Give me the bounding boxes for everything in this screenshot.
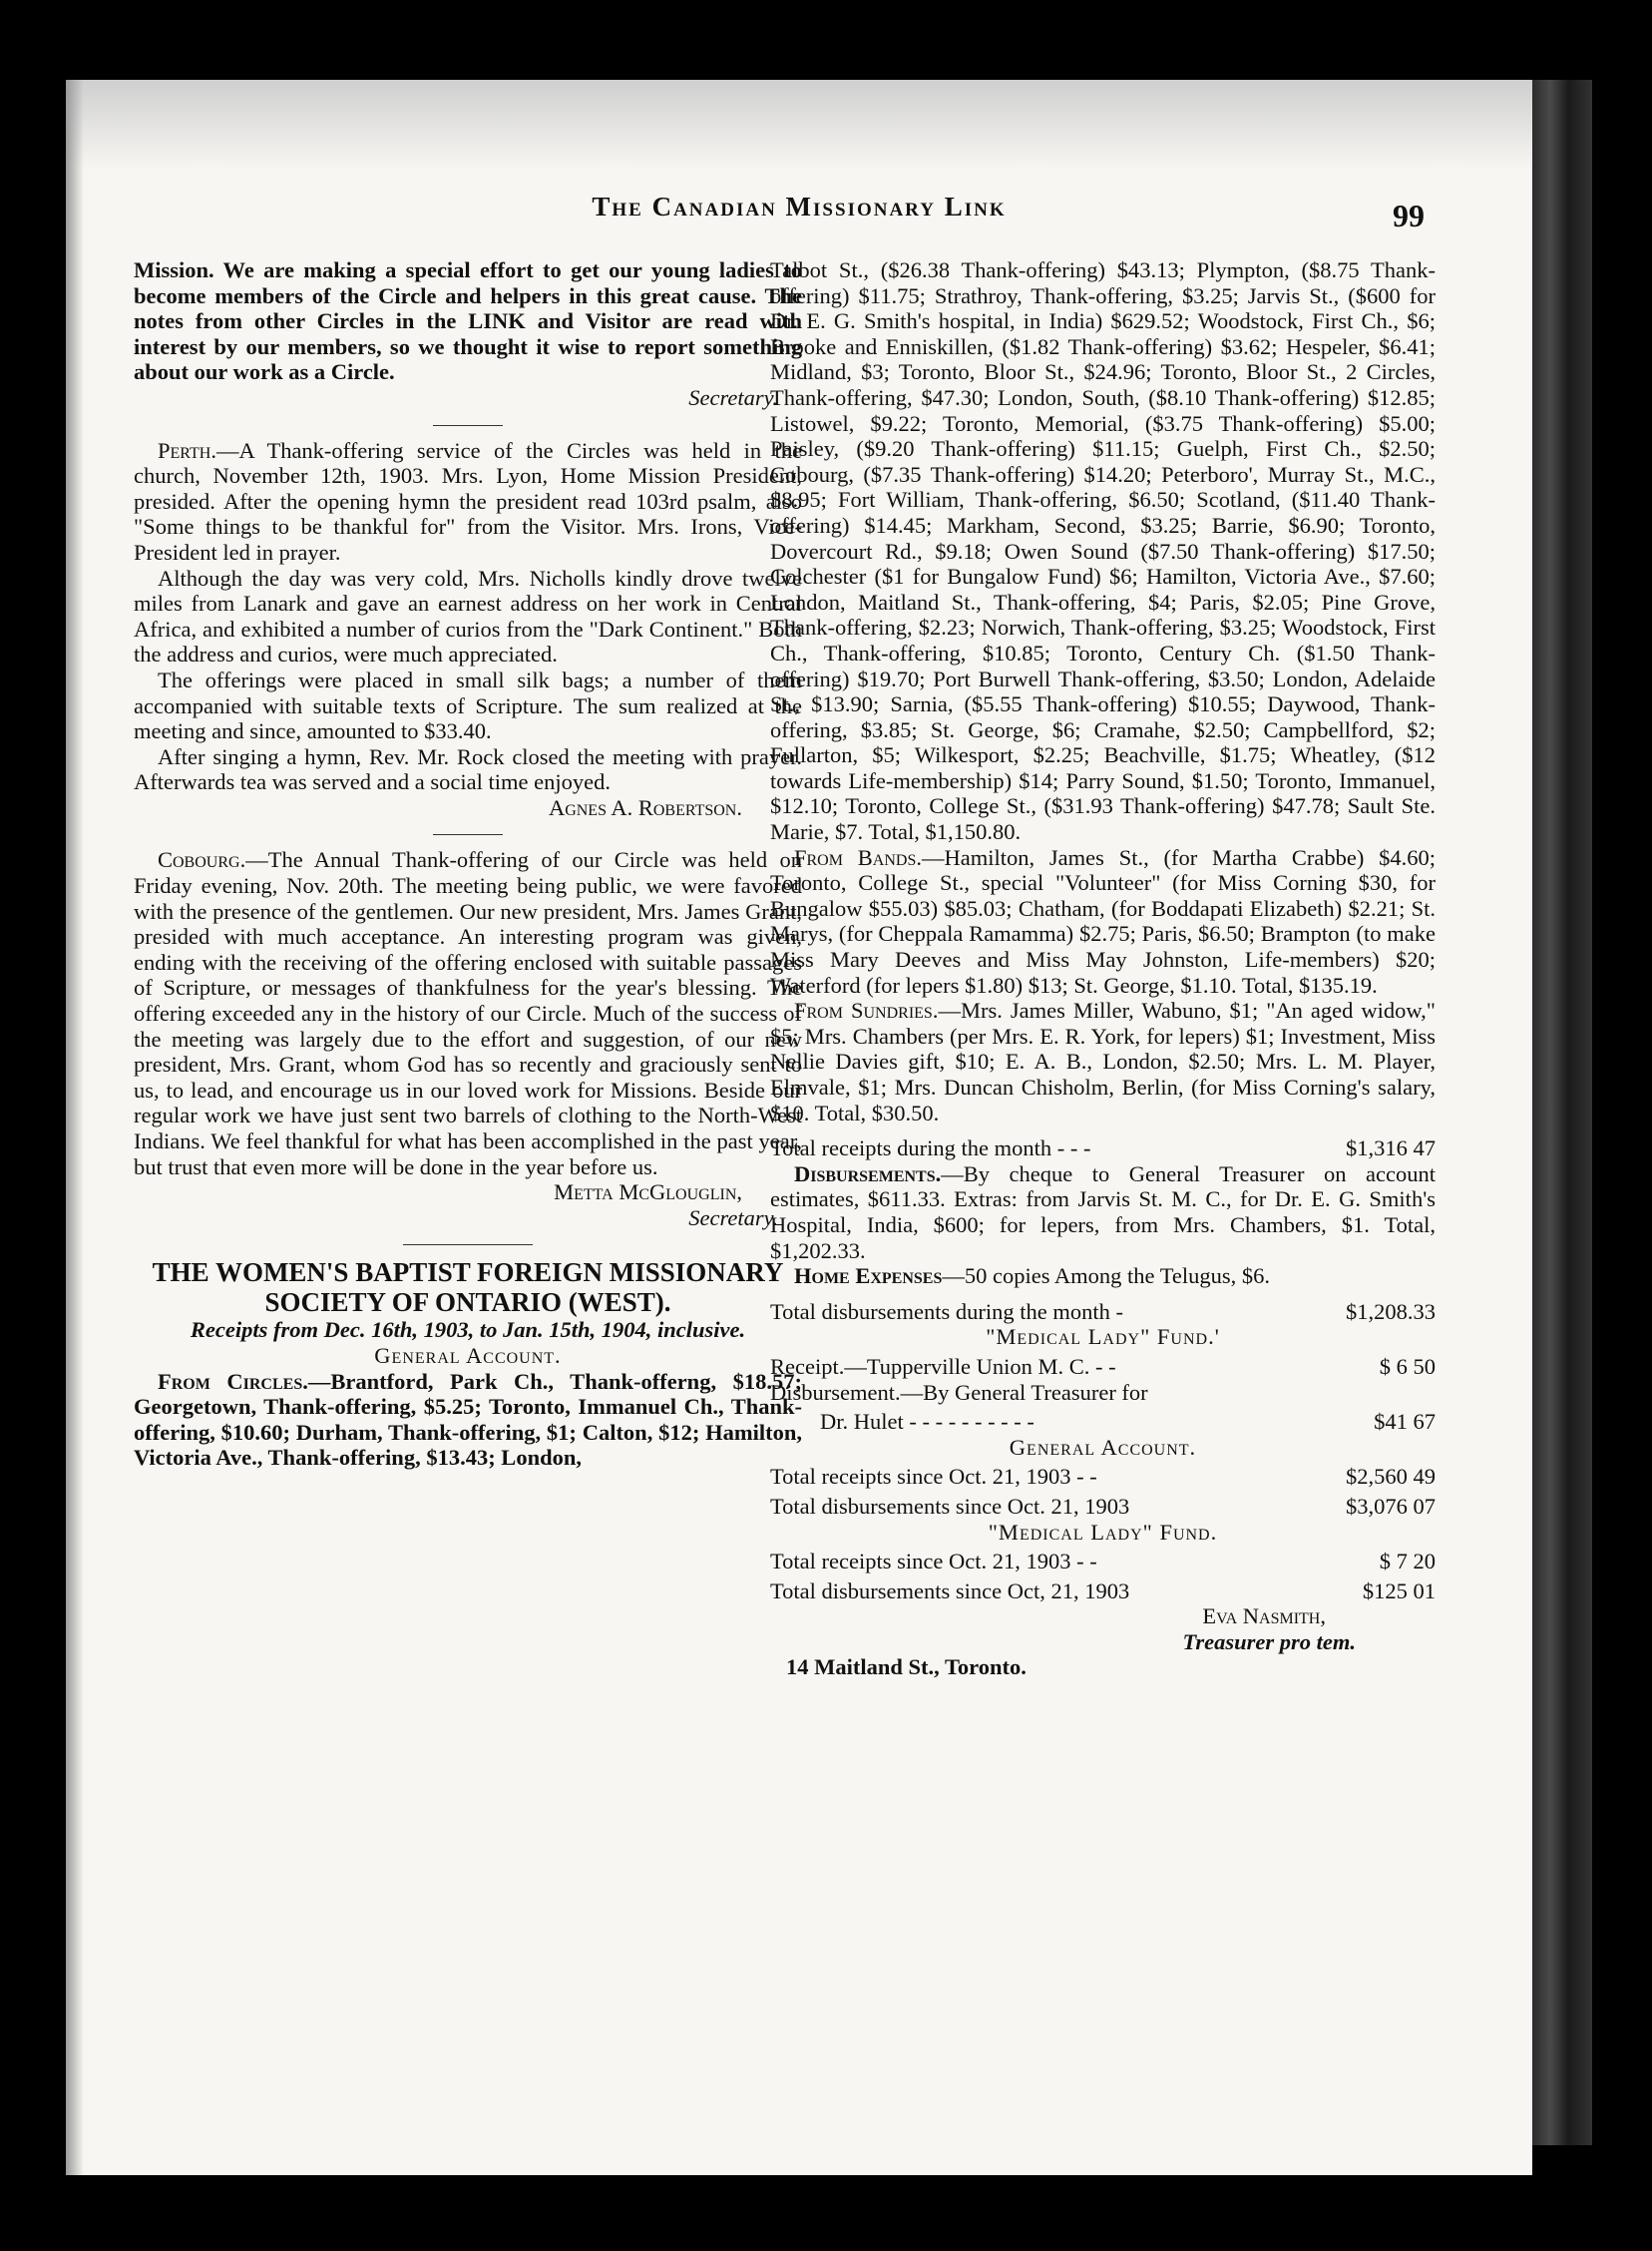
cobourg-text: —The Annual Thank-offering of our Circle was held on Friday evening, Nov. 20th. The meeting being public, we were favored with the presence of the gentlemen. Our new president, Mrs. James Grant, presided with much acceptance. An interesting program was given, ending with the receiving of the offering enclosed with suitable passages of Scripture, or messages of thankfulness for the year's blessing. The offering exceeded any in the history of our Circle. Much of the success of the meeting was largely due to the effort and suggestion, of our new president, Mrs. Grant, whom God has so recently and graciously sent to us, to lead, and encourage us in our loved work for Missions. Beside our regular work we have just sent two barrels of clothing to the North-West Indians. We feel thankful for what has been accomplished in the past year, but trust that even more will be done in the year before us.: [134, 847, 802, 1179]
from-sundries-paragraph: [770, 998, 1436, 1126]
page: [66, 80, 1532, 2175]
scan-shadow-top: [66, 80, 1532, 170]
treasurer-name: Eva Nasmith,: [1202, 1603, 1326, 1629]
right-column: [770, 257, 1436, 1680]
ga-disbursements-amount: $3,076 07: [1346, 1493, 1436, 1519]
disbursements-paragraph: [770, 1161, 1436, 1263]
ml-receipt-label: Receipt.—Tupperville Union M. C. - -: [770, 1353, 1116, 1379]
society-title: THE WOMEN'S BAPTIST FOREIGN MISSIONARY SOCIETY OF ONTARIO (WEST).: [152, 1257, 784, 1318]
ga-receipts-row: [770, 1464, 1436, 1490]
from-circles-label: From Circles.: [158, 1368, 308, 1394]
disbursements-label: Disbursements.: [794, 1160, 942, 1186]
perth-paragraph-3: The offerings were placed in small silk bags; a number of them accompanied with suitable texts of Scripture. The sum realized at the meeting and since, amounted to $33.40.: [134, 667, 802, 744]
ga-receipts-amount: $2,560 49: [1346, 1464, 1436, 1490]
ml2-disbursements-amount: $125 01: [1362, 1577, 1436, 1603]
from-circles-paragraph: [134, 1369, 802, 1471]
total-receipts-month-row: [770, 1135, 1436, 1161]
ml2-disbursements-label: Total disbursements since Oct, 21, 1903: [770, 1577, 1130, 1603]
ml2-disbursements-row: [770, 1578, 1436, 1604]
scan-shadow-left: [66, 80, 84, 2175]
home-expenses-text: —50 copies Among the Telugus, $6.: [942, 1263, 1271, 1289]
ml-disbursement-label: Disbursement.—By General Treasurer for: [770, 1379, 1148, 1405]
total-receipts-month-amount: $1,316 47: [1346, 1135, 1436, 1161]
medical-lady-heading: "Medical Lady" Fund.': [986, 1324, 1220, 1350]
general-account-heading-2: General Account.: [1009, 1434, 1197, 1460]
page-number: 99: [1393, 198, 1425, 233]
ml-receipt-row: [770, 1354, 1436, 1380]
intro-signature: Secretary.: [688, 384, 778, 410]
total-disbursements-month-amount: $1,208.33: [1346, 1298, 1436, 1324]
book-edge: [1532, 80, 1592, 2145]
from-bands-text: —Hamilton, James St., (for Martha Crabbe) $4.60; Toronto, College St., special "Volunteer" (for Miss Corning $30, for Bungalow $55.03) $85.03; Chatham, (for Boddapati Elizabeth) $2.21; St. Marys, (for Cheppala Ramamma) $2.75; Paris, $6.50; Brampton (to make Miss Mary Deeves and Miss May Johnston, Life-members) $20; Waterford (for lepers $1.80) $13; St. George, $1.10. Total, $135.19.: [770, 844, 1436, 998]
running-title: The Canadian Missionary Link: [592, 192, 1007, 222]
cobourg-signature-name: Metta McGlouglin,: [554, 1179, 742, 1205]
from-circles-continued: Talbot St., ($26.38 Thank-offering) $43.13; Plympton, ($8.75 Thank-offering) $11.75; Strathroy, Thank-offering, $3.25; Jarvis St., ($600 for Dr. E. G. Smith's hospital, in India) $629.52; Woodstock, First Ch., $6; Brooke and Enniskillen, ($1.82 Thank-offering) $3.62; Hespeler, $6.41; Midland, $3; Toronto, Bloor St., $24.96; Toronto, Bloor St., 2 Circles, Thank-offering, $47.30; London, South, ($8.10 Thank-offering) $12.85; Listowel, $9.22; Toronto, Memorial, ($3.75 Thank-offering) $5.00; Paisley, ($9.20 Thank-offering) $11.15; Guelph, First Ch., $2.50; Cobourg, ($7.35 Thank-offering) $14.20; Peterboro', Murray St., M.C., $8.95; Fort William, Thank-offering, $6.50; Scotland, ($11.40 Thank-offering) $14.45; Markham, Second, $3.25; Barrie, $6.90; Toronto, Dovercourt Rd., $9.18; Owen Sound ($7.50 Thank-offering) $17.50; Colchester ($1 for Bungalow Fund) $6; Hamilton, Victoria Ave., $7.60; London, Maitland St., Thank-offering, $4; Paris, $2.05; Pine Grove, Thank-offering, $2.23; Norwich, Thank-offering, $3.25; Woodstock, First Ch., Thank-offering, $10.85; Toronto, Century Ch. ($1.50 Thank-offering) $19.70; Port Burwell Thank-offering, $3.50; London, Adelaide St., $13.90; Sarnia, ($5.55 Thank-offering) $10.55; Daywood, Thank-offering, $3.85; St. George, $6; Cramahe, $2.50; Campbellford, $2; Fullarton, $5; Wilkesport, $2.25; Beachville, $1.75; Wheatley, ($12 towards Life-membership) $14; Parry Sound, $1.50; Toronto, Immanuel, $12.10; Toronto, College St., ($31.93 Thank-offering) $47.78; Sault Ste. Marie, $7. Total, $1,150.80.: [770, 257, 1436, 845]
general-account-heading: General Account.: [374, 1342, 562, 1368]
from-sundries-text: —Mrs. James Miller, Wabuno, $1; "An aged widow," $5; Mrs. Chambers (per Mrs. E. R. York, for lepers) $1; Investment, Miss Nellie Davies gift, $10; E. A. B., London, $2.50; Mrs. L. M. Player, Elmvale, $1; Mrs. Duncan Chisholm, Berlin, (for Miss Corning's salary, $10. Total, $30.50.: [770, 998, 1436, 1126]
intro-paragraph: Mission. We are making a special effort to get our young ladies to become members of the Circle and helpers in this great cause. The notes from other Circles in the LINK and Visitor are read with interest by our members, so we thought it wise to report something about our work as a Circle.: [134, 257, 802, 385]
ml-disbursement-name: Dr. Hulet - - - - - - - - - -: [820, 1409, 1034, 1435]
cobourg-signature-title: Secretary.: [688, 1204, 778, 1230]
ga-disbursements-row: [770, 1494, 1436, 1520]
ml2-receipts-amount: $ 7 20: [1379, 1549, 1436, 1575]
disbursements-text: —By cheque to General Treasurer on account estimates, $611.33. Extras: from Jarvis St. M. C., for Dr. E. G. Smith's Hospital, India, $600; for lepers, from Mrs. Chambers, $1. Total, $1,202.33.: [770, 1160, 1436, 1263]
medical-lady-heading-2: "Medical Lady" Fund.: [988, 1519, 1218, 1545]
from-bands-paragraph: [770, 845, 1436, 999]
ml-disbursement-amount: $41 67: [1374, 1409, 1436, 1435]
home-expenses-paragraph: [770, 1263, 1436, 1289]
left-column: [134, 257, 802, 1471]
cobourg-heading: Cobourg.: [158, 847, 246, 873]
perth-signature: Agnes A. Robertson.: [548, 794, 742, 820]
section-divider: [433, 425, 503, 426]
ml2-receipts-row: [770, 1549, 1436, 1575]
section-divider: [403, 1244, 533, 1245]
perth-paragraph-2: Although the day was very cold, Mrs. Nicholls kindly drove twelve miles from Lanark and gave an earnest address on her work in Central Africa, and exhibited a number of curios from the "Dark Continent." Both the address and curios, were much appreciated.: [134, 565, 802, 668]
receipts-period: Receipts from Dec. 16th, 1903, to Jan. 15th, 1904, inclusive.: [190, 1317, 746, 1343]
perth-paragraph-1: [134, 438, 802, 566]
treasurer-title: Treasurer pro tem.: [1182, 1628, 1356, 1654]
ml-receipt-amount: $ 6 50: [1379, 1353, 1436, 1379]
home-expenses-label: Home Expenses: [794, 1263, 943, 1289]
ga-receipts-label: Total receipts since Oct. 21, 1903 - -: [770, 1464, 1097, 1490]
perth-text-1: —A Thank-offering service of the Circles was held in the church, November 12th, 1903. Mrs. Lyon, Home Mission President, presided. After the opening hymn the president read 103rd psalm, also "Some things to be thankful for" from the Visitor. Mrs. Irons, Vice-President led in prayer.: [134, 437, 802, 565]
section-divider: [433, 834, 503, 835]
perth-heading: Perth.: [158, 437, 216, 463]
ml-disbursement-row: [770, 1409, 1436, 1435]
ga-disbursements-label: Total disbursements since Oct. 21, 1903: [770, 1493, 1130, 1519]
ml2-receipts-label: Total receipts since Oct. 21, 1903 - -: [770, 1549, 1097, 1575]
from-sundries-label: From Sundries.: [794, 998, 939, 1024]
cobourg-paragraph: [134, 847, 802, 1179]
total-receipts-month-label: Total receipts during the month - - -: [770, 1135, 1091, 1161]
treasurer-address: 14 Maitland St., Toronto.: [786, 1654, 1027, 1680]
total-disbursements-month-label: Total disbursements during the month -: [770, 1298, 1124, 1324]
total-disbursements-month-row: [770, 1299, 1436, 1325]
perth-paragraph-4: After singing a hymn, Rev. Mr. Rock closed the meeting with prayer. Afterwards tea was served and a social time enjoyed.: [134, 743, 802, 795]
from-bands-label: From Bands.: [794, 844, 922, 870]
from-circles-text: —Brantford, Park Ch., Thank-offerng, $18.57; Georgetown, Thank-offering, $5.25; Toronto, Immanuel Ch., Thank-offering, $10.60; Durham, Thank-offering, $1; Calton, $12; Hamilton, Victoria Ave., Thank-offering, $13.43; London,: [134, 1368, 802, 1471]
